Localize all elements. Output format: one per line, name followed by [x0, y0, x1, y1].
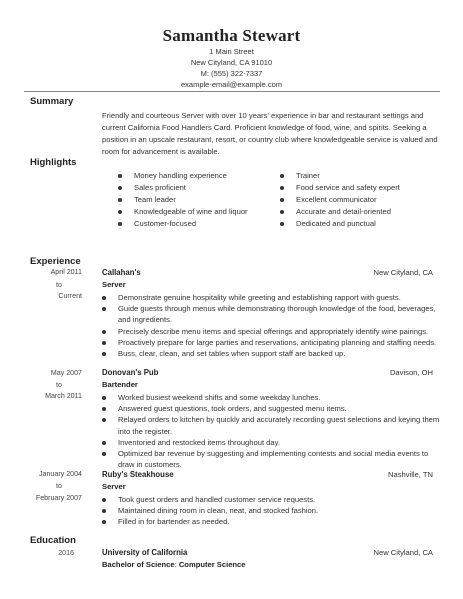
duty-text: Filled in for bartender as needed.	[118, 517, 230, 527]
highlight-text: Dedicated and punctual	[296, 219, 376, 228]
bullet-icon	[102, 330, 106, 334]
job3-location: Nashville, TN	[387, 470, 433, 479]
bullet-icon	[118, 174, 122, 178]
bullet-icon	[102, 352, 106, 356]
bullet-icon	[118, 210, 122, 214]
job3-role: Server	[102, 482, 126, 491]
highlight-item	[280, 206, 400, 218]
highlight-text: Team leader	[134, 195, 176, 204]
job2-company: Donovan's Pub	[102, 368, 159, 377]
job3-company: Ruby's Steakhouse	[102, 470, 174, 479]
duty-text: Relayed orders to kitchen by quickly and accurately recording guest selections and keying them into the register.	[118, 415, 440, 436]
education-school: University of California	[102, 548, 188, 557]
highlight-item	[280, 194, 400, 206]
job1-to: to	[56, 281, 62, 289]
bullet-icon	[118, 186, 122, 190]
job3-duties	[102, 494, 440, 528]
duty-item	[102, 303, 440, 325]
highlight-text: Food service and safety expert	[296, 183, 400, 192]
job2-duties	[102, 392, 440, 470]
duty-item	[102, 505, 440, 516]
duty-text: Inventoried and restocked items throughout day.	[118, 437, 280, 447]
highlight-item	[280, 182, 400, 194]
education-location: New Cityland, CA	[373, 548, 433, 557]
duty-item	[102, 392, 440, 403]
highlight-text: Sales proficient	[134, 183, 186, 192]
highlight-text: Accurate and detail-oriented	[296, 207, 391, 216]
bullet-icon	[280, 198, 284, 202]
city-line: New Cityland, CA 91010	[190, 58, 273, 67]
job2-end-date: March 2011	[45, 392, 82, 400]
bullet-icon	[102, 441, 106, 445]
job2-to: to	[56, 381, 62, 389]
job1-start-date: April 2011	[50, 268, 82, 276]
education-degree-line	[102, 560, 246, 569]
bullet-icon	[280, 210, 284, 214]
summary-text: Friendly and courteous Server with over 10 years' experience in bar and restaurant settings and current California Food Handlers Card. Proficient knowledge of food, wine, and spirits. Seeking a position in an upscale restaurant, resort, or country club where knowledgeable service is valued and room for advancement is available.	[102, 111, 438, 156]
bullet-icon	[102, 452, 106, 456]
bullet-icon	[102, 509, 106, 513]
duty-item	[102, 448, 440, 470]
bullet-icon	[102, 341, 106, 345]
bullet-icon	[280, 186, 284, 190]
highlight-item	[118, 170, 248, 182]
duty-item	[102, 337, 440, 348]
duty-text: Guide guests through menus while demonstrating thorough knowledge of the food, beverages, and ingredients.	[118, 304, 436, 325]
resume-header	[0, 26, 463, 90]
highlights-right-list	[280, 170, 400, 230]
duty-text: Optimized bar revenue by suggesting and implementing contests and social media events to draw in customers.	[118, 449, 429, 470]
duty-item	[102, 292, 440, 303]
bullet-icon	[102, 520, 106, 524]
bullet-icon	[118, 222, 122, 226]
bullet-icon	[102, 296, 106, 300]
highlight-item	[280, 218, 400, 230]
job3-to: to	[56, 482, 62, 490]
duty-item	[102, 494, 440, 505]
duty-item	[102, 437, 440, 448]
duty-text: Took guest orders and handled customer service requests.	[118, 495, 316, 504]
duty-text: Precisely describe menu items and special offerings and appropriately identify wine pairings.	[118, 326, 429, 336]
experience-heading: Experience	[30, 256, 81, 267]
bullet-icon	[280, 222, 284, 226]
highlight-item	[118, 194, 248, 206]
bullet-icon	[102, 396, 106, 400]
highlight-item	[118, 182, 248, 194]
duty-text: Demonstrate genuine hospitality while greeting and establishing rapport with guests.	[118, 293, 401, 302]
duty-text: Buss, clear, clean, and set tables when support staff are backed up.	[118, 349, 346, 359]
bullet-icon	[102, 307, 106, 311]
duty-text: Worked busiest weekend shifts and some weekday lunches.	[118, 393, 321, 402]
duty-text: Maintained dining room in clean, neat, and stocked fashion.	[118, 506, 319, 516]
job1-role: Server	[102, 280, 126, 289]
duty-item	[102, 403, 440, 414]
highlight-text: Trainer	[296, 171, 320, 180]
phone-line: M: (555) 322-7337	[200, 69, 263, 78]
duty-item	[102, 516, 440, 527]
summary-divider	[24, 91, 440, 92]
bullet-icon	[280, 174, 284, 178]
education-heading: Education	[30, 535, 76, 546]
job1-company: Callahan's	[102, 268, 141, 277]
highlight-text: Knowledgeable of wine and liquor	[134, 207, 248, 216]
job1-duties	[102, 292, 440, 359]
highlight-text: Money handling experience	[134, 171, 227, 180]
highlight-text: Excellent communicator	[296, 195, 377, 204]
duty-text: Proactively prepare for large parties and reservations, anticipating planning and staffing needs.	[118, 337, 437, 347]
degree-field: Computer Science	[178, 560, 246, 569]
highlight-text: Customer-focused	[134, 219, 197, 228]
bullet-icon	[102, 407, 106, 411]
highlights-left-list	[118, 170, 248, 230]
bullet-icon	[102, 498, 106, 502]
duty-text: Answered guest questions, took orders, and suggested menu items.	[118, 404, 347, 414]
email-line: example-email@example.com	[181, 80, 282, 89]
address-line: 1 Main Street	[209, 47, 254, 56]
bullet-icon	[102, 418, 106, 422]
highlights-heading: Highlights	[30, 157, 77, 168]
job2-location: Davison, OH	[389, 368, 433, 377]
degree-separator: :	[174, 560, 179, 569]
job2-role: Bartender	[102, 380, 138, 389]
duty-item	[102, 326, 440, 337]
job2-start-date: May 2007	[50, 369, 82, 377]
education-year: 2016	[58, 549, 74, 557]
highlight-item	[118, 206, 248, 218]
degree-name: Bachelor of Science	[102, 560, 175, 569]
job3-start-date: January 2004	[39, 470, 82, 478]
job3-end-date: February 2007	[35, 494, 82, 502]
highlight-item	[280, 170, 400, 182]
duty-item	[102, 414, 440, 436]
candidate-name: Samantha Stewart	[162, 26, 301, 45]
job1-location: New Cityland, CA	[373, 268, 433, 277]
highlight-item	[118, 218, 248, 230]
duty-item	[102, 348, 440, 359]
summary-heading: Summary	[30, 96, 74, 107]
job1-end-date: Current	[58, 292, 82, 300]
bullet-icon	[118, 198, 122, 202]
